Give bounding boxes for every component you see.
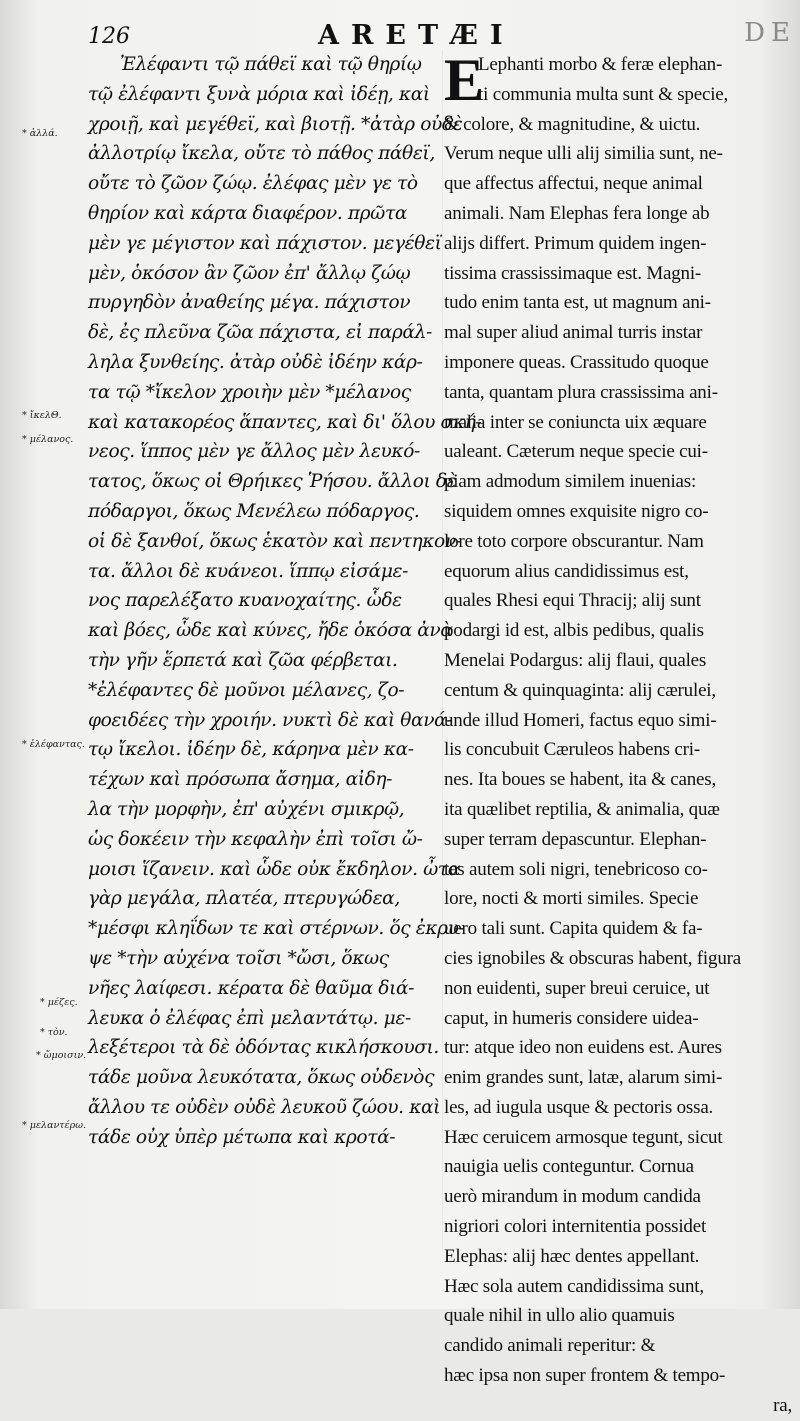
latin-text-line: super terram depascuntur. Elephan-	[444, 828, 707, 850]
latin-text-line: ra,	[773, 1394, 792, 1416]
latin-text-line: hæc ipsa non super frontem & tempo-	[444, 1365, 726, 1387]
latin-text-line: ita quælibet reptilia, & animalia, quæ	[444, 798, 720, 820]
margin-note: * μελαντέρω.	[22, 1120, 86, 1131]
greek-text-line: τῳ ἴκελοι. ἰδέην δὲ, κάρηνα μὲν κα-	[88, 739, 414, 761]
greek-text-line: τέχων καὶ πρόσωπα ἄσημα, αἰδη-	[88, 769, 393, 791]
margin-note: * μέζες.	[40, 997, 78, 1008]
latin-text-line: mal super aliud animal turris instar	[444, 322, 703, 344]
greek-text-line: ἄλλου τε οὐδὲν οὐδὲ λευκοῦ ζώου. καὶ	[88, 1096, 441, 1118]
margin-note: * ἐλέφαντας.	[22, 739, 85, 750]
greek-text-line: χροιῇ, καὶ μεγέθεϊ, καὶ βιοτῇ. *ἀτὰρ οὐδὲ	[88, 113, 463, 135]
greek-text-line: δὲ, ἐς πλεῦνα ζῶα πάχιστα, εἰ παράλ-	[88, 322, 432, 344]
greek-text-line: ἀλλοτρίῳ ἴκελα, οὔτε τὸ πάθος πάθεϊ,	[88, 143, 435, 165]
latin-text-line: tanta, quantam plura crassissima ani-	[444, 381, 718, 403]
latin-text-line: nigriori colori internitentia possidet	[444, 1216, 707, 1238]
latin-text-line: siquidem omnes exquisite nigro co-	[444, 500, 709, 522]
greek-text-line: μὲν, ὁκόσον ἂν ζῶον ἐπ' ἄλλῳ ζώῳ	[88, 262, 411, 284]
greek-text-column	[88, 50, 482, 1152]
latin-text-line: candido animali reperitur: &	[444, 1335, 656, 1357]
running-title: ARETÆI	[318, 20, 515, 51]
margin-note: * ἴκελΘ.	[22, 410, 62, 421]
latin-text-line: lis concubuit Cæruleos habens cri-	[444, 739, 700, 761]
drop-cap: E	[444, 47, 485, 113]
latin-text-line: cies ignobiles & obscuras habent, figura	[444, 947, 741, 969]
greek-text-line: μὲν γε μέγιστον καὶ πάχιστον. μεγέθεϊ	[88, 232, 442, 254]
greek-text-line: τὴν γῆν ἕρπετά καὶ ζῶα φέρβεται.	[88, 649, 398, 671]
latin-text-line: malia inter se coniuncta uix æquare	[444, 411, 707, 433]
latin-text-line: Elephas: alij hæc dentes appellant.	[444, 1245, 700, 1267]
latin-text-line: ti communia multa sunt & specie,	[478, 83, 729, 105]
greek-text-line: τῷ ἐλέφαντι ξυνὰ μόρια καὶ ἰδέῃ, καὶ	[88, 83, 430, 105]
latin-text-line: nauigia uelis conteguntur. Cornua	[444, 1156, 694, 1178]
latin-text-line: imponere queas. Crassitudo quoque	[444, 351, 709, 373]
latin-text-line: quale nihil in ullo alio quamuis	[444, 1305, 675, 1327]
greek-text-line: οὔτε τὸ ζῶον ζώῳ. ἐλέφας μὲν γε τὸ	[88, 173, 418, 195]
latin-text-line: lore toto corpore obscurantur. Nam	[444, 530, 704, 552]
greek-text-line: ληλα ξυνθείης. ἀτὰρ οὐδὲ ἰδέην κάρ-	[88, 351, 423, 373]
greek-text-line: φοειδέες τὴν χροιήν. νυκτὶ δὲ καὶ θανά-	[88, 709, 453, 731]
greek-text-line: λα τὴν μορφὴν, ἐπ' αὐχένι σμικρῷ,	[88, 798, 405, 820]
latin-text-line: equorum alius candidissimus est,	[444, 560, 689, 582]
greek-text-line: καὶ βόες, ὧδε καὶ κύνες, ἤδε ὁκόσα ἀνὰ	[88, 620, 453, 642]
greek-text-line: *μέσφι κληΐδων τε καὶ στέρνων. ὅς ἐκρυ-	[88, 918, 465, 940]
latin-text-line: les, ad iugula usque & pectoris ossa.	[444, 1096, 714, 1118]
greek-text-line: πόδαργοι, ὅκως Μενέλεω πόδαργος.	[88, 500, 420, 522]
latin-text-line: alijs differt. Primum quidem ingen-	[444, 232, 707, 254]
latin-text-line: centum & quinquaginta: alij cærulei,	[444, 679, 716, 701]
greek-text-line: μοισι ἵζανειν. καὶ ὧδε οὐκ ἔκδηλον. ὦτα	[88, 858, 460, 880]
latin-text-line: piam admodum similem inuenias:	[444, 471, 697, 493]
latin-text-line: caput, in humeris considere uidea-	[444, 1007, 699, 1029]
latin-text-line: non euidenti, super breui ceruice, ut	[444, 977, 710, 999]
margin-note: * μέλανος.	[22, 434, 74, 445]
latin-text-line: tes autem soli nigri, tenebricoso co-	[444, 858, 708, 880]
latin-text-line: tudo enim tanta est, ut magnum ani-	[444, 292, 711, 314]
greek-text-line: τατος, ὅκως οἱ Θρήικες Ῥήσου. ἄλλοι δὲ	[88, 471, 457, 493]
latin-text-line: quales Rhesi equi Thracij; alij sunt	[444, 590, 701, 612]
latin-text-line: animali. Nam Elephas fera longe ab	[444, 202, 710, 224]
greek-text-line: ὡς δοκέειν τὴν κεφαλὴν ἐπὶ τοῖσι ὤ-	[88, 828, 423, 850]
greek-text-line: τα. ἄλλοι δὲ κυάνεοι. ἵππῳ εἰσάμε-	[88, 560, 408, 582]
latin-text-line: enim grandes sunt, latæ, alarum simi-	[444, 1067, 723, 1089]
greek-text-line: γὰρ μεγάλα, πλατέα, πτερυγώδεα,	[88, 888, 400, 910]
greek-text-line: νος παρελέξατο κυανοχαίτης. ὧδε	[88, 590, 402, 612]
margin-note: * ἀλλά.	[22, 128, 58, 139]
greek-text-line: οἱ δὲ ξανθοί, ὅκως ἑκατὸν καὶ πεντηκον-	[88, 530, 462, 552]
greek-text-line: Ἐλέφαντι τῷ πάθεϊ καὶ τῷ θηρίῳ	[120, 54, 422, 75]
latin-text-line: & colore, & magnitudine, & uictu.	[444, 113, 701, 135]
bleed-through-text: DE	[744, 18, 796, 48]
latin-text-line: Verum neque ulli alij similia sunt, ne-	[444, 143, 723, 165]
greek-text-line: *ἐλέφαντες δὲ μοῦνοι μέλανες, ζο-	[88, 679, 405, 701]
latin-text-line: nes. Ita boues se habent, ita & canes,	[444, 769, 717, 791]
greek-text-line: τα τῷ *ἴκελον χροιὴν μὲν *μέλανος	[88, 381, 411, 403]
column-divider	[442, 50, 443, 1250]
latin-text-line: Hæc ceruicem armosque tegunt, sicut	[444, 1126, 723, 1148]
latin-text-line: Lephanti morbo & feræ elephan-	[478, 54, 723, 75]
latin-text-line: que affectus affectui, neque animal	[444, 173, 703, 195]
latin-text-line: uerò mirandum in modum candida	[444, 1186, 701, 1208]
greek-text-line: καὶ κατακορέος ἅπαντες, καὶ δι' ὅλου σκή-	[88, 411, 482, 433]
latin-text-line: unde illud Homeri, factus equo simi-	[444, 709, 717, 731]
latin-text-column	[444, 47, 796, 1421]
greek-text-line: τάδε μοῦνα λευκότατα, ὅκως οὐδενὸς	[88, 1067, 435, 1089]
latin-text-line: tissima crassissimaque est. Magni-	[444, 262, 702, 284]
greek-text-line: νῆες λαίφεσι. κέρατα δὲ θαῦμα διά-	[88, 977, 414, 999]
latin-text-line: uero tali sunt. Capita quidem & fa-	[444, 918, 703, 940]
latin-text-line: Menelai Podargus: alij flaui, quales	[444, 649, 707, 671]
greek-text-line: λεξέτεροι τὰ δὲ ὀδόντας κικλήσκουσι.	[88, 1037, 439, 1059]
page-number: 126	[88, 24, 130, 49]
greek-text-line: τάδε οὐχ ὑπὲρ μέτωπα καὶ κροτά-	[88, 1126, 396, 1148]
latin-text-line: lore, nocti & morti similes. Specie	[444, 888, 699, 910]
latin-text-line: podargi id est, albis pedibus, qualis	[444, 620, 704, 642]
latin-text-line: tur: atque ideo non euidens est. Aures	[444, 1037, 722, 1059]
greek-text-line: λευκα ὁ ἐλέφας ἐπὶ μελαντάτῳ. με-	[88, 1007, 411, 1029]
greek-text-line: ψε *τὴν αὐχένα τοῖσι *ὤσι, ὅκως	[88, 947, 389, 969]
latin-text-line: ualeant. Cæterum neque specie cui-	[444, 441, 708, 463]
greek-text-line: θηρίον καὶ κάρτα διαφέρον. πρῶτα	[88, 202, 407, 224]
margin-note: * ὤμοισιν.	[36, 1050, 87, 1061]
greek-text-line: πυργηδὸν ἀναθείης μέγα. πάχιστον	[88, 292, 411, 314]
margin-note: * τὸν.	[40, 1027, 68, 1038]
latin-text-line: Hæc sola autem candidissima sunt,	[444, 1275, 704, 1297]
greek-text-line: νεος. ἵππος μὲν γε ἄλλος μὲν λευκό-	[88, 441, 420, 463]
